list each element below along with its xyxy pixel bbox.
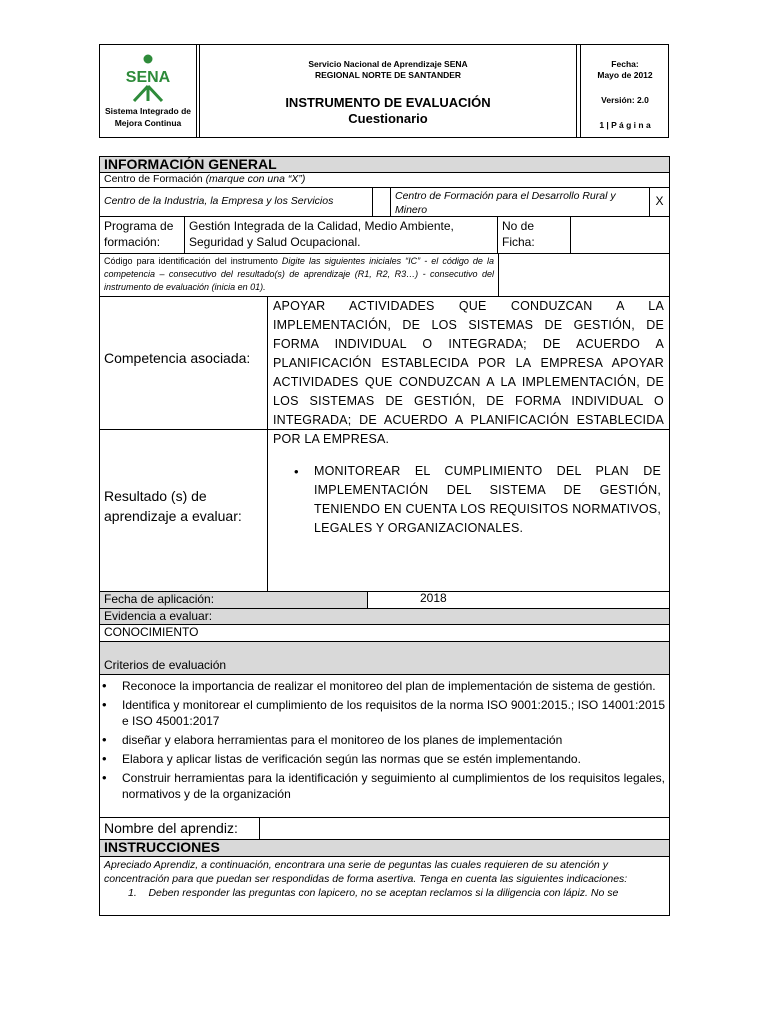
programa-label: Programa de formación: xyxy=(104,219,174,249)
criterio-item: • Elabora y aplicar listas de verificación según las normas que se estén implementando. xyxy=(100,751,665,767)
evaluation-form xyxy=(99,156,670,916)
centro-option-industria[interactable]: Centro de la Industria, la Empresa y los Servicios xyxy=(104,195,334,207)
codigo-field[interactable] xyxy=(498,254,669,296)
codigo-instructions xyxy=(100,254,498,296)
resultado-row xyxy=(99,430,670,592)
evidencia-value: CONOCIMIENTO xyxy=(104,625,199,639)
centro-label xyxy=(100,173,669,187)
section-instrucciones-title: INSTRUCCIONES xyxy=(104,839,220,855)
instrucciones-body xyxy=(99,857,670,916)
programa-row xyxy=(99,217,670,254)
sena-logo-icon xyxy=(122,53,174,103)
centro-options-row xyxy=(99,188,670,217)
codigo-label: Código para identificación del instrumento xyxy=(104,256,278,266)
criterios-header-row xyxy=(99,642,670,675)
ficha-label: No de Ficha: xyxy=(497,217,570,253)
competencia-label: Competencia asociada: xyxy=(104,350,251,366)
codigo-row xyxy=(99,254,670,297)
section-general-header xyxy=(99,156,670,173)
logo-caption-line-1: Sistema Integrado de xyxy=(105,106,191,116)
fecha-aplicacion-row xyxy=(99,592,670,609)
competencia-row xyxy=(99,297,670,446)
aprendiz-label: Nombre del aprendiz: xyxy=(104,820,238,836)
section-instrucciones-header xyxy=(99,840,670,857)
centro-option-rural-mark[interactable]: X xyxy=(649,188,669,216)
fecha-aplicacion-label: Fecha de aplicación: xyxy=(104,592,215,606)
document-subtitle: Cuestionario xyxy=(348,111,428,126)
competencia-value: APOYAR ACTIVIDADES QUE CONDUZCAN A LA IMPLEMENTACIÓN, DE LOS SISTEMAS DE GESTIÓN, DE FORMA INDIVIDUAL O INTEGRADA; DE ACUERDO A PLANIFICACIÓN ESTABLECIDA POR LA EMPRESA APOYAR ACTIVIDADES QUE CONDUZCAN A LA IMPLEMENTACIÓN, DE LOS SISTEMAS DE GESTIÓN, DE FORMA INDIVIDUAL O INTEGRADA; DE ACUERDO A PLANIFICACIÓN ESTABLECIDA POR LA EMPRESA. xyxy=(267,297,669,429)
criterio-item: • Identifica y monitorear el cumplimiento de los requisitos de la norma ISO 9001:2015.; ISO 14001:2015 e ISO 45001:2017 xyxy=(100,697,665,729)
codigo-hint: Digite las siguientes iniciales “IC” - el código de la competencia – consecutivo del resultado(s) de aprendizaje (R1, R2, R3…) - consecutivo del instrumento de evaluación (inicia en 01). xyxy=(104,256,494,292)
header-meta-cell xyxy=(580,45,669,137)
document-header xyxy=(99,44,669,138)
evidencia-label: Evidencia a evaluar: xyxy=(104,609,213,623)
page-number: 1 | P á g i n a xyxy=(599,120,651,130)
logo-caption xyxy=(100,105,196,129)
logo-caption-line-2: Mejora Continua xyxy=(114,118,182,128)
criterios-list xyxy=(100,678,665,802)
criterios-list-row xyxy=(99,675,670,818)
criterios-label: Criterios de evaluación xyxy=(104,658,227,672)
criterio-item: • Reconoce la importancia de realizar el monitoreo del plan de implementación de sistema de gestión. xyxy=(100,678,665,694)
criterio-item: • diseñar y elabora herramientas para el monitoreo de los planes de implementación xyxy=(100,732,665,748)
institution-name: Servicio Nacional de Aprendizaje SENA xyxy=(308,59,468,69)
criterios-list-cell xyxy=(100,675,669,817)
fecha-aplicacion-value[interactable]: 2018 xyxy=(367,592,669,608)
centro-label-text: Centro de Formación xyxy=(104,173,203,185)
resultado-label: Resultado (s) de aprendizaje a evaluar: xyxy=(104,488,242,524)
instrucciones-item xyxy=(104,886,665,900)
document-title: INSTRUMENTO DE EVALUACIÓN xyxy=(285,95,491,110)
instrucciones-content xyxy=(100,857,669,915)
fecha-label: Fecha: xyxy=(611,59,639,69)
logo-cell xyxy=(100,45,197,137)
evidencia-value-row xyxy=(99,625,670,642)
resultado-item: • MONITOREAR EL CUMPLIMIENTO DEL PLAN DE IMPLEMENTACIÓN DEL SISTEMA DE GESTIÓN, TENIENDO EN CUENTA LOS REQUISITOS NORMATIVOS, LEGALES Y ORGANIZACIONALES. xyxy=(292,462,661,538)
regional-name: REGIONAL NORTE DE SANTANDER xyxy=(314,70,462,80)
programa-value: Gestión Integrada de la Calidad, Medio Ambiente, Seguridad y Salud Ocupacional. xyxy=(184,217,497,253)
aprendiz-field[interactable] xyxy=(259,818,669,839)
instrucciones-intro: Apreciado Aprendiz, a continuación, encontrara una serie de peguntas las cuales requieren de su atención y concentración para que puedan ser respondidas de forma asertiva. Tenga en cuenta las siguientes indicaciones: xyxy=(104,859,628,885)
header-title-cell xyxy=(199,45,577,137)
centro-label-row xyxy=(99,173,670,188)
fecha-value: Mayo de 2012 xyxy=(597,70,653,80)
evidencia-row xyxy=(99,609,670,625)
resultado-list xyxy=(292,462,661,538)
centro-option-rural[interactable]: Centro de Formación para el Desarrollo Rural y Minero xyxy=(390,188,649,216)
instrucciones-item-text: Deben responder las preguntas con lapicero, no se aceptan reclamos si la diligencia con lápiz. No se xyxy=(148,887,619,899)
centro-option-industria-box[interactable] xyxy=(372,188,390,216)
logo-wordmark: SENA xyxy=(125,69,171,86)
centro-hint: (marque con una “X”) xyxy=(205,173,306,185)
version-label: Versión: 2.0 xyxy=(601,95,649,105)
section-general-title: INFORMACIÓN GENERAL xyxy=(104,156,277,172)
instrucciones-item-number: 1. xyxy=(128,887,137,899)
criterio-item: • Construir herramientas para la identificación y seguimiento al cumplimientos de los requisitos legales, normativos y de la organización xyxy=(100,770,665,802)
ficha-field[interactable] xyxy=(570,217,669,253)
aprendiz-row xyxy=(99,818,670,840)
resultado-value-cell xyxy=(267,430,669,591)
